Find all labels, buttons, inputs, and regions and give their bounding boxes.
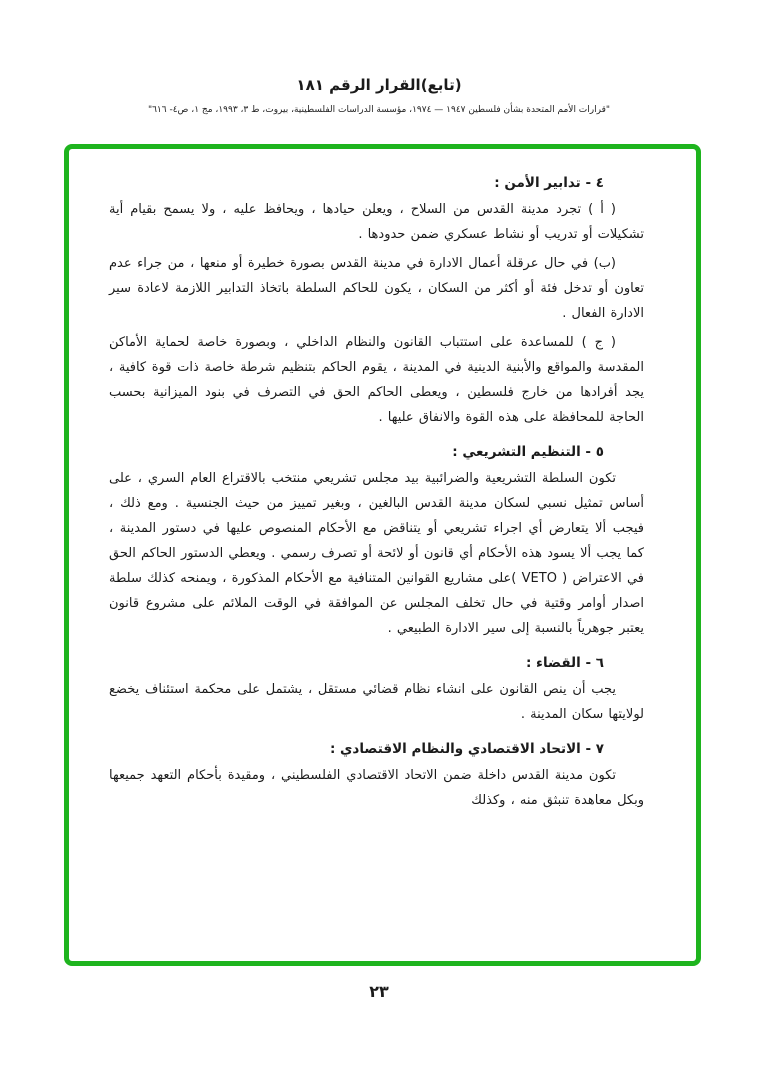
section-4-paragraph-b: (ب) في حال عرقلة أعمال الادارة في مدينة القدس بصورة خطيرة أو منعها ، من جراء عدم تعاون أو تدخل فئة أو أكثر من السكان ، يكون للحاكم السلطة باتخاذ التدابير اللازمة لاعادة سير الادارة الفعال . — [109, 256, 644, 321]
section-legislative-organization — [109, 444, 644, 641]
document-header — [0, 76, 758, 115]
page-number: ٢٣ — [369, 982, 389, 1001]
section-5-heading: ٥ - التنظيم التشريعي : — [452, 444, 604, 460]
document-frame — [64, 144, 701, 966]
section-4-heading: ٤ - تدابير الأمن : — [494, 175, 604, 191]
section-7-heading: ٧ - الاتحاد الاقتصادي والنظام الاقتصادي : — [329, 741, 604, 757]
section-7-paragraph: تكون مدينة القدس داخلة ضمن الاتحاد الاقتصادي الفلسطيني ، ومقيدة بأحكام التعهد جميعها وبكل معاهدة تنبثق منه ، وكذلك — [109, 768, 644, 808]
section-6-paragraph: يجب أن ينص القانون على انشاء نظام قضائي مستقل ، يشتمل على محكمة استئناف يخضع لولايتها سكان المدينة . — [109, 682, 644, 722]
section-6-heading: ٦ - القضاء : — [525, 655, 604, 671]
section-judiciary — [109, 655, 644, 727]
section-4-paragraph-c: ( ج ) للمساعدة على استتباب القانون والنظام الداخلي ، وبصورة خاصة لحماية الأماكن المقدسة والمواقع والأبنية الدينية في المدينة ، يقوم الحاكم بتنظيم شرطة خاصة ذات قوة كافية ، يجد أفرادها من خارج فلسطين ، ويعطى الحاكم الحق في التصرف في بنود الميزانية بحسب الحاجة للمحافظة على هذه القوة والانفاق عليها . — [109, 335, 644, 425]
section-security-measures — [109, 175, 644, 430]
section-economic-union — [109, 741, 644, 813]
resolution-title: (تابع)القرار الرقم ١٨١ — [296, 76, 462, 94]
section-5-paragraph: تكون السلطة التشريعية والضرائبية بيد مجلس تشريعي منتخب بالاقتراع العام السري ، على أساس تمثيل نسبي لسكان مدينة القدس البالغين ، وبغير تمييز من حيث الجنسية . ومع ذلك ، فيجب ألا يتعارض أي اجراء تشريعي أو يتناقض مع الأحكام المنصوص عليها في دستور المدينة ، كما يجب ألا يسود هذه الأحكام أي قانون أو لائحة أو تصرف رسمي . ويعطي الدستور الحاكم الحق في الاعتراض ( VETO )على مشاريع القوانين المتنافية مع الأحكام المذكورة ، ويمنحه كذلك سلطة اصدار أوامر وقتية في حال تخلف المجلس عن الموافقة في الوقت الملائم على مشروع قانون يعتبر جوهرياً بالنسبة إلى سير الادارة الطبيعي . — [109, 471, 644, 636]
section-4-paragraph-a: ( أ ) تجرد مدينة القدس من السلاح ، ويعلن حيادها ، ويحافظ عليه ، ولا يسمح بقيام أية تشكيلات أو تدريب أو نشاط عسكري ضمن حدودها . — [109, 202, 644, 242]
source-citation: "قرارات الأمم المتحدة بشأن فلسطين ١٩٤٧ — ١٩٧٤، مؤسسة الدراسات الفلسطينية، بيروت، ط ٣، ١٩٩٣، مج ١، ص٤- ٦١٦" — [147, 105, 611, 115]
